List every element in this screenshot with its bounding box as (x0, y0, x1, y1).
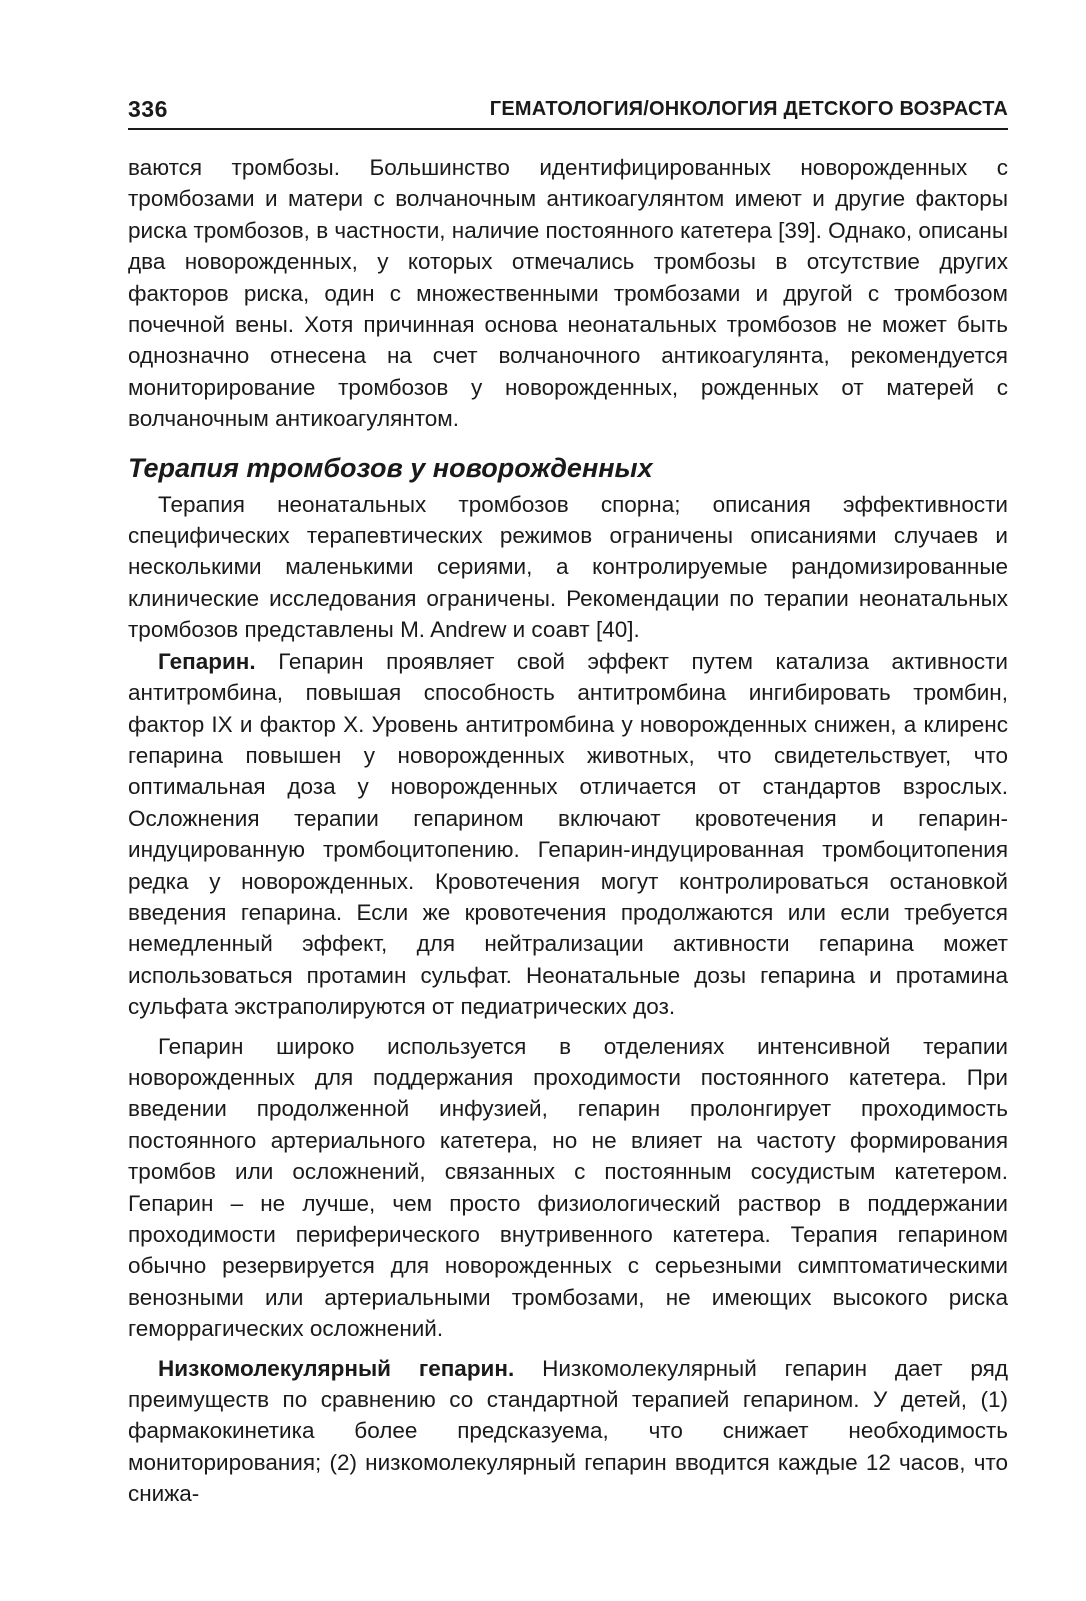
paragraph-heparin (128, 646, 1008, 1023)
page-header (128, 96, 1008, 130)
paragraph-lmwh (128, 1353, 1008, 1510)
paragraph-therapy-intro: Терапия неонатальных тромбозов спорна; описания эффективности специфических терапевтических режимов ограничены описаниями случаев и несколькими маленькими сериями, а контролируемые рандомизированные клинические исследования ограничены. Рекомендации по терапии неонатальных тромбозов представлены M. Andrew и соавт [40]. (128, 491, 1008, 643)
document-page (128, 96, 1008, 1510)
term-lmwh: Низкомолекулярный гепарин. (158, 1355, 515, 1381)
paragraph-heparin-text: Гепарин проявляет свой эффект путем катализа активности антитромбина, повышая способность антитромбина ингибировать тромбин, фактор IX и фактор X. Уровень антитромбина у новорожденных снижен, а клиренс гепарина повышен у новорожденных животных, что свидетельствует, что оптимальная доза у новорожденных отличается от стандартов взрослых. Осложнения терапии гепарином включают кровотечения и гепарин-индуцированную тромбоцитопению. Гепарин-индуцированная тромбоцитопения редка у новорожденных. Кровотечения могут контролироваться остановкой введения гепарина. Если же кровотечения продолжаются или если требуется немедленный эффект, для нейтрализации активности гепарина может использоваться протамин сульфат. Неонатальные дозы гепарина и протамина сульфата экстраполируются от педиатрических доз. (128, 648, 1008, 1020)
section-title: Терапия тромбозов у новорожденных (128, 452, 653, 483)
running-title: ГЕМАТОЛОГИЯ/ОНКОЛОГИЯ ДЕТСКОГО ВОЗРАСТА (489, 98, 1008, 120)
paragraph-lmwh-text: Низкомолекулярный гепарин дает ряд преимуществ по сравнению со стандартной терапией гепарином. У детей, (1) фармакокинетика более предсказуема, что снижает необходимость мониторирования; (2) низкомолекулярный гепарин вводится каждые 12 часов, что снижа- (128, 1355, 1008, 1507)
paragraph-heparin-icu: Гепарин широко используется в отделениях интенсивной терапии новорожденных для поддержания проходимости постоянного катетера. При введении продолженной инфузией, гепарин пролонгирует проходимость постоянного артериального катетера, но не влияет на частоту формирования тромбов или осложнений, связанных с постоянным сосудистым катетером. Гепарин – не лучше, чем просто физиологический раствор в поддержании проходимости периферического внутривенного катетера. Терапия гепарином обычно резервируется для новорожденных с серьезными симптоматическими венозными или артериальными тромбозами, не имеющих высокого риска геморрагических осложнений. (128, 1033, 1008, 1342)
page-body (128, 152, 1008, 1510)
page-number: 336 (128, 96, 168, 122)
paragraph-continuation: ваются тромбозы. Большинство идентифицированных новорожденных с тромбозами и матери с волчаночным антикоагулянтом имеют и другие факторы риска тромбозов, в частности, наличие постоянного катетера [39]. Однако, описаны два новорожденных, у которых отмечались тромбозы в отсутствие других факторов риска, один с множественными тромбозами и другой с тромбозом почечной вены. Хотя причинная основа неонатальных тромбозов не может быть однозначно отнесена на счет волчаночного антикоагулянта, рекомендуется мониторирование тромбозов у новорожденных, рожденных от матерей с волчаночным антикоагулянтом. (128, 155, 1008, 432)
term-heparin: Гепарин. (158, 648, 256, 674)
